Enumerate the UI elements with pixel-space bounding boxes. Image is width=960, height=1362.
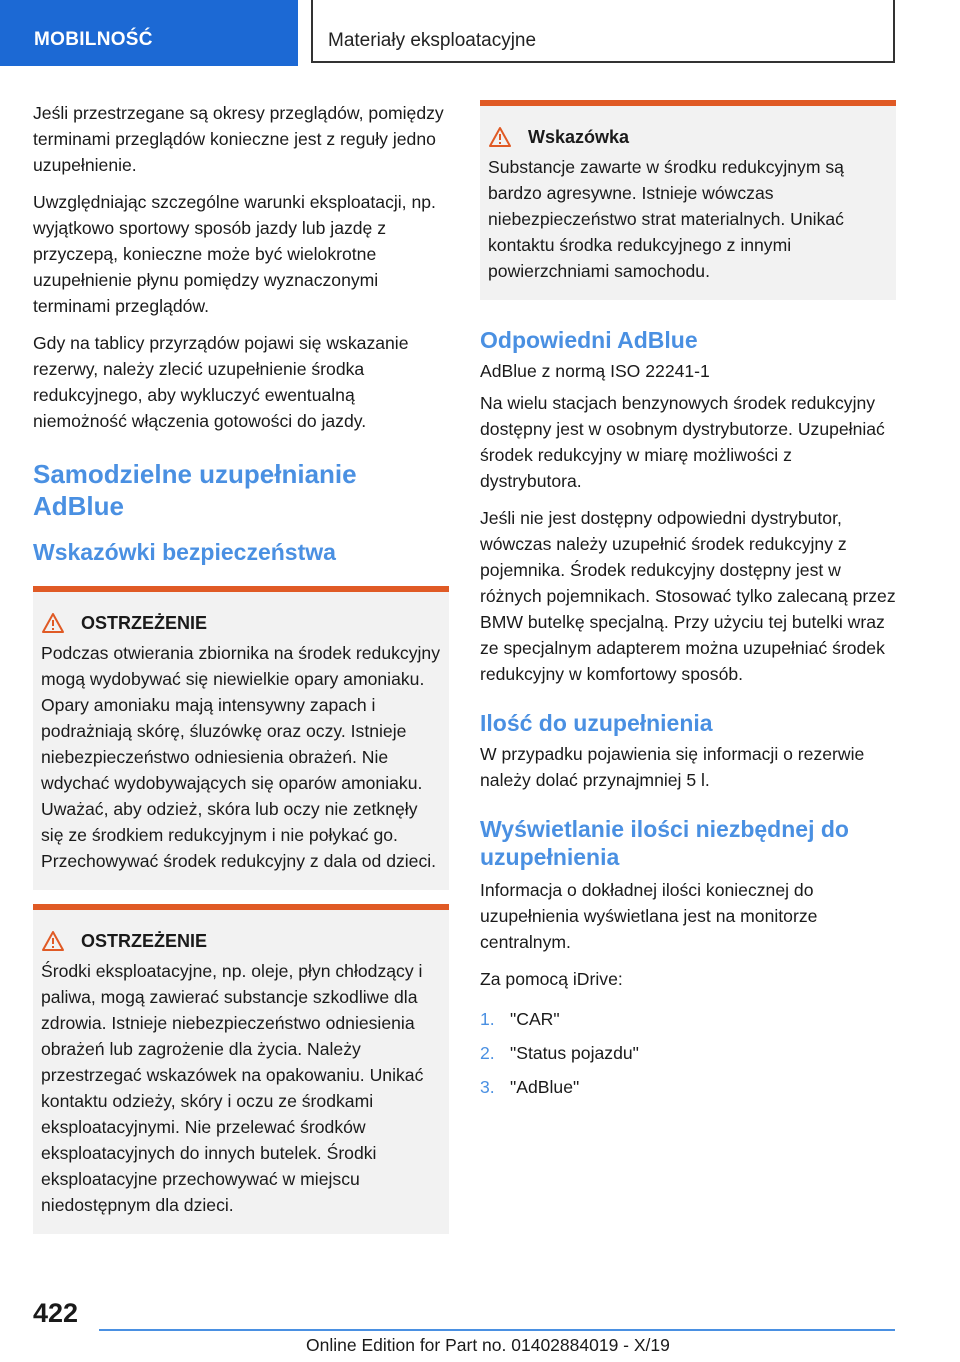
warning-box-fluids: [33, 904, 449, 1234]
warning-icon: [41, 612, 65, 634]
warning-header: [41, 926, 441, 956]
warning-text: Podczas otwierania zbiornika na środek redukcyjny mogą wydobywać się niewielkie opary amoniaku. Opary amoniaku mają intensywny zapach i podrażniają skórę, śluzówkę oraz oczy. Istnieje niebezpieczeństwo odniesienia obrażeń. Nie wdychać wydobywających się oparów amoniaku. Uważać, aby odzież, skóra lub oczy nie zetknęły się ze środkiem redukcyjnym i nie połykać go. Przechowywać środek redukcyjny z dala od dzieci.: [41, 643, 440, 871]
paragraph: AdBlue z normą ISO 22241-1: [480, 361, 710, 381]
warning-icon: [488, 126, 512, 148]
paragraph: Jeśli przestrzegane są okresy przeglądów, pomiędzy terminami przeglądów konieczne jest z reguły jedno uzupełnienie.: [33, 103, 444, 175]
heading-self-refill: Samodzielne uzupełnianie AdBlue: [33, 459, 357, 521]
list-item: 2. "Status pojazdu": [480, 1043, 639, 1063]
footer-divider: [99, 1329, 895, 1331]
heading-amount: Ilość do uzupełnienia: [480, 710, 713, 736]
warning-box-ammonia: [33, 586, 449, 890]
chapter-title: Materiały eksploatacyjne: [311, 0, 895, 63]
paragraph: Za pomocą iDrive:: [480, 969, 623, 989]
heading-display: Wyświetlanie ilości niezbędnej do uzupełnienia: [480, 816, 849, 870]
warning-icon: [41, 930, 65, 952]
list-item: 3. "AdBlue": [480, 1077, 580, 1097]
hint-header: [488, 122, 888, 152]
warning-text: Środki eksploatacyjne, np. oleje, płyn chłodzący i paliwa, mogą zawierać substancje szkodliwe dla zdrowia. Istnieje niebezpieczeństwo odniesienia obrażeń lub zagrożenie dla życia. Należy przestrzegać wskazówek na opakowaniu. Unikać kontaktu odzieży, skóry i oczu ze środkami eksploatacyjnymi. Nie przelewać środków eksploatacyjnych do innych butelek. Środki eksploatacyjne przechowywać w miejscu niedostępnym dla dzieci.: [41, 961, 424, 1215]
paragraph: W przypadku pojawienia się informacji o rezerwie należy dolać przynajmniej 5 l.: [480, 744, 865, 790]
warning-header: [41, 608, 441, 638]
paragraph: Na wielu stacjach benzynowych środek redukcyjny dostępny jest w osobnym dystrybutorze. Uzupełniać środek redukcyjny w miarę możliwości z dystrybutora.: [480, 393, 885, 491]
heading-safety: Wskazówki bezpieczeństwa: [33, 539, 336, 565]
paragraph: Informacja o dokładnej ilości koniecznej do uzupełnienia wyświetlana jest na monitorze centralnym.: [480, 880, 818, 952]
warning-title: OSTRZEŻENIE: [81, 930, 208, 951]
paragraph: Gdy na tablicy przyrządów pojawi się wskazanie rezerwy, należy zlecić uzupełnienie środka redukcyjnego, aby wykluczyć ewentualną niemożność włączenia gotowości do jazdy.: [33, 333, 409, 431]
heading-proper-adblue: Odpowiedni AdBlue: [480, 327, 698, 353]
section-tab: MOBILNOŚĆ: [0, 0, 298, 66]
hint-title: Wskazówka: [528, 126, 630, 147]
paragraph: Uwzględniając szczególne warunki eksploatacji, np. wyjątkowo sportowy sposób jazdy lub jazdę z przyczepą, konieczne może być wielokrotne uzupełnienie płynu pomiędzy wyznaczonymi terminami przeglądów.: [33, 192, 436, 316]
steps-list: [480, 1006, 896, 1100]
page-number: 422: [33, 1298, 79, 1328]
hint-box: [480, 100, 896, 300]
edition-footer: Online Edition for Part no. 01402884019 - X/19: [306, 1335, 670, 1355]
right-column: [480, 100, 896, 1108]
paragraph: Jeśli nie jest dostępny odpowiedni dystrybutor, wówczas należy uzupełnić środek redukcyjny z pojemnika. Środek redukcyjny dostępny jest w różnych pojemnikach. Stosować tylko zalecaną przez BMW butelkę specjalną. Przy użyciu tej butelki wraz ze specjalnym adapterem można uzupełniać środek redukcyjny w komfortowy sposób.: [480, 508, 896, 684]
hint-text: Substancje zawarte w środku redukcyjnym są bardzo agresywne. Istnieje wówczas niebezpieczeństwo strat materialnych. Unikać kontaktu środka redukcyjnego z innymi powierzchniami samochodu.: [488, 157, 844, 281]
list-item: 1. "CAR": [480, 1009, 560, 1029]
warning-title: OSTRZEŻENIE: [81, 612, 208, 633]
left-column: [33, 100, 449, 1234]
